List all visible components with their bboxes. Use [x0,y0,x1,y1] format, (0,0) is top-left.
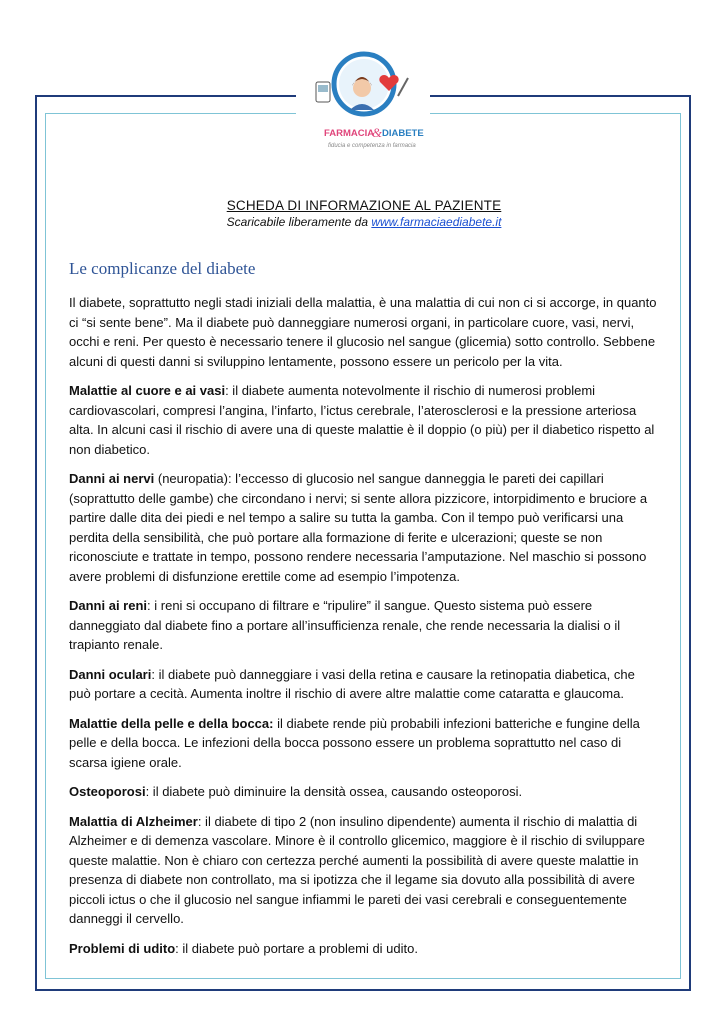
section-text: : il diabete di tipo 2 (non insulino dipendente) aumenta il rischio di malattia di Alzheimer e di demenza vascolare. Minore è il controllo glicemico, maggiore è il rischio di sviluppare queste malattie. Non è chiaro con certezza perché aumenti la possibilità di avere queste malattie in presenza di diabete non controllato, ma si ipotizza che il legame sia dovuto alla possibilità di avere piccoli ictus o che il glucosio nel sangue infiammi le pareti dei vasi cerebrali e conseguentemente danneggi il cervello. [69,813,645,926]
section-term: Malattie della pelle e della bocca: [69,715,274,731]
syringe-icon [398,78,408,96]
page-title: SCHEDA DI INFORMAZIONE AL PAZIENTE [226,198,502,213]
subtitle-prefix: Scaricabile liberamente da [226,215,372,229]
section-text: : il diabete aumenta notevolmente il rischio di numerosi problemi cardiovascolari, compresi l’angina, l’infarto, l’ictus cerebrale, l’aterosclerosi e la pressione arteriosa alta. In alcuni casi il rischio di avere una di queste malattie è il doppio (o più) per il diabetico rispetto al non diabetico. [69,383,655,457]
section-term: Osteoporosi [69,784,146,799]
subtitle [69,215,659,229]
section-term: Danni oculari [69,666,152,682]
section-term: Danni ai nervi [69,471,155,486]
section-paragraph [69,381,659,459]
section-text: : il diabete può diminuire la densità ossea, causando osteoporosi. [145,784,523,799]
sections-list [69,381,659,958]
logo-tagline: fiducia e competenza in farmacia [328,143,416,149]
logo-brand-amp: & [372,125,383,140]
section-text: : il diabete può danneggiare i vasi della retina e causare la retinopatia diabetica, che può portare a cecità. Aumenta inoltre il rischio di avere altre malattie come cataratta e glaucoma. [69,666,635,701]
farmacia-diabete-logo [300,48,428,156]
section-text: il diabete rende più probabili infezioni batteriche e fungine della pelle e della bocca. Le infezioni della bocca possono essere un problema soprattutto nel caso di scarsa igiene orale. [69,715,640,770]
section-text: : il diabete può portare a problemi di udito. [175,940,418,956]
section-term: Danni ai reni [69,598,148,613]
website-link[interactable]: www.farmaciaediabete.it [371,215,502,229]
section-text: (neuropatia): l’eccesso di glucosio nel sangue danneggia le pareti dei capillari (soprattutto delle gambe) che circondano i nervi; si sente allora pizzicore, intorpidimento e bruciore a partire dalle dita dei piedi e nel tempo a salire su tutta la gamba. Con il tempo può verificarsi una perdita della sensibilità, che può portare alla formazione di ferite e ulcerazioni; queste se non riconosciute e trattate in tempo, possono rendere necessaria l’amputazione. Nel maschio si possono avere problemi di disfunzione erettile come ad esempio l’impotenza. [69,471,648,584]
section-text: : i reni si occupano di filtrare e “ripulire” il sangue. Questo sistema può essere danneggiato dal diabete fino a portare all’insufficienza renale, che rende necessaria la dialisi o il trapianto renale. [69,598,621,652]
section-heading: Le complicanze del diabete [69,259,256,278]
header [69,196,659,229]
section-term: Malattie al cuore e ai vasi [69,383,226,398]
section-term: Problemi di udito [69,940,176,956]
intro-paragraph: Il diabete, soprattutto negli stadi iniziali della malattia, è una malattia di cui non ci si accorge, in quanto ci “si sente bene”. Ma il diabete può danneggiare numerosi organi, in particolare cuore, vasi, nervi, occhi e reni. Per questo è necessario tenere il glucosio nel sangue (glicemia) sotto controllo. Sebbene alcuni di questi danni si sviluppino lentamente, possono essere un pericolo per la vita. [69,295,657,369]
logo-brand-left: FARMACIA [324,128,375,139]
logo-brand-right: DIABETE [382,128,424,139]
content [69,196,659,968]
section-paragraph [69,782,659,802]
section-paragraph [69,469,659,586]
pharmacist-icon [353,79,371,97]
section-paragraph [69,665,659,704]
section-paragraph [69,812,659,929]
section-paragraph [69,939,659,959]
section-term: Malattia di Alzheimer [69,813,198,829]
section-paragraph [69,596,659,655]
section-paragraph [69,714,659,773]
